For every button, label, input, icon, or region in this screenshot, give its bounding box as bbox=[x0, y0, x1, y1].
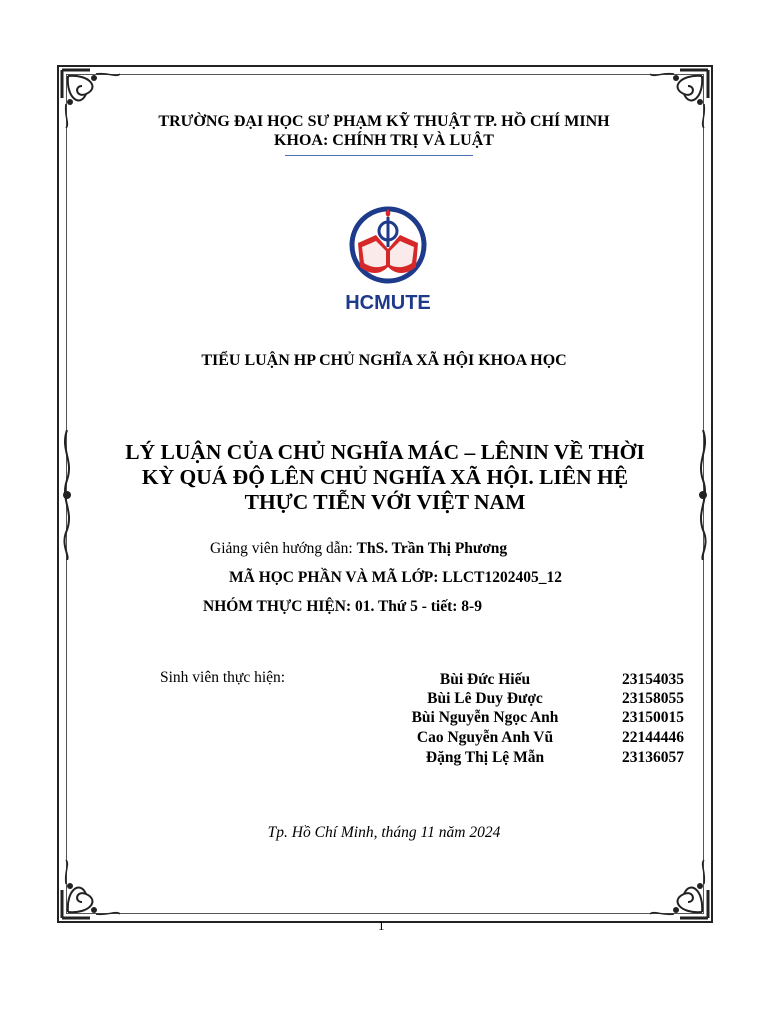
student-row bbox=[380, 671, 700, 691]
course-code: MÃ HỌC PHẦN VÀ MÃ LỚP: LLCT1202405_12 bbox=[229, 569, 562, 586]
lecturer-line bbox=[210, 540, 507, 558]
student-name: Bùi Lê Duy Được bbox=[427, 690, 543, 707]
corner-ornament-icon bbox=[646, 856, 710, 920]
document-title-line-2: KỲ QUÁ ĐỘ LÊN CHỦ NGHĨA XÃ HỘI. LIÊN HỆ bbox=[141, 465, 629, 489]
document-title-line-1: LÝ LUẬN CỦA CHỦ NGHĨA MÁC – LÊNIN VỀ THỜI bbox=[125, 440, 645, 464]
student-row bbox=[380, 729, 700, 749]
lecturer-name: ThS. Trần Thị Phương bbox=[356, 540, 508, 557]
corner-ornament-icon bbox=[60, 856, 124, 920]
student-id: 23158055 bbox=[622, 690, 684, 707]
logo-text: HCMUTE bbox=[345, 292, 431, 314]
student-row bbox=[380, 749, 700, 769]
student-id: 23150015 bbox=[622, 709, 684, 726]
side-ornament-icon bbox=[58, 430, 76, 560]
student-id: 23154035 bbox=[622, 671, 684, 688]
student-name: Bùi Nguyễn Ngọc Anh bbox=[411, 709, 559, 726]
student-name: Cao Nguyễn Anh Vũ bbox=[416, 729, 554, 746]
group-info: NHÓM THỰC HIỆN: 01. Thứ 5 - tiết: 8-9 bbox=[203, 598, 482, 615]
document-title-line-3: THỰC TIỄN VỚI VIỆT NAM bbox=[244, 490, 526, 514]
student-row bbox=[380, 709, 700, 729]
students-label: Sinh viên thực hiện: bbox=[160, 669, 286, 686]
document-type: TIỂU LUẬN HP CHỦ NGHĨA XÃ HỘI KHOA HỌC bbox=[201, 352, 567, 369]
page-number: 1 bbox=[378, 918, 385, 933]
student-name: Đặng Thị Lệ Mẫn bbox=[425, 749, 545, 766]
place-and-date: Tp. Hồ Chí Minh, tháng 11 năm 2024 bbox=[267, 824, 501, 841]
hcmute-logo-icon bbox=[336, 205, 440, 317]
faculty-name: KHOA: CHÍNH TRỊ VÀ LUẬT bbox=[274, 132, 494, 149]
side-ornament-icon bbox=[694, 430, 712, 560]
student-name: Bùi Đức Hiếu bbox=[439, 671, 531, 688]
student-row bbox=[380, 690, 700, 710]
student-id: 23136057 bbox=[622, 749, 684, 766]
faculty-underline bbox=[285, 155, 473, 156]
lecturer-label: Giảng viên hướng dẫn: bbox=[210, 540, 357, 557]
university-name: TRƯỜNG ĐẠI HỌC SƯ PHẠM KỸ THUẬT TP. HỒ CHÍ MINH bbox=[158, 113, 610, 130]
student-id: 22144446 bbox=[622, 729, 684, 746]
